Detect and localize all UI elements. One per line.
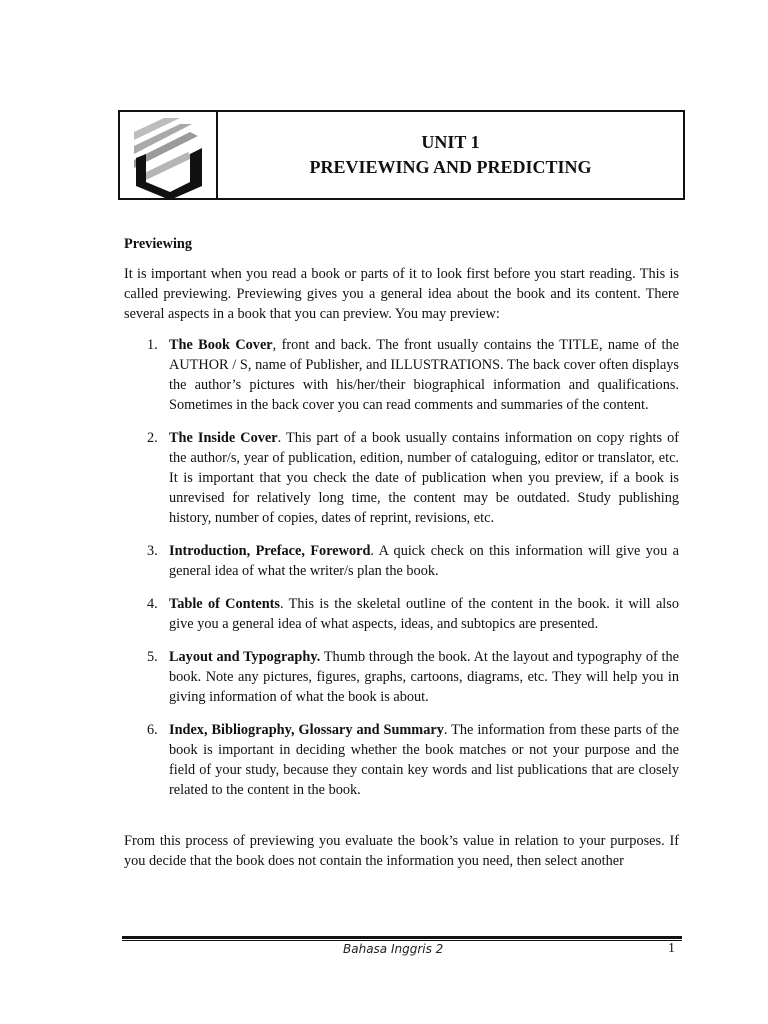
logo-cell: [120, 112, 218, 198]
list-item-text: . This is the skeletal outline of the content in the book. it will also give you a general idea of what aspects, ideas, and subtopics are presented.: [169, 596, 679, 632]
list-item-term: The Book Cover: [169, 337, 273, 353]
list-item-number: 2.: [147, 430, 158, 446]
list-item-term: The Inside Cover: [169, 430, 278, 446]
footer-course-name: Bahasa Inggris 2: [343, 942, 444, 956]
list-item-text: . A quick check on this information will give you a general idea of what the writer/s plan the book.: [169, 543, 679, 579]
list-item-number: 3.: [147, 543, 158, 559]
list-item-text: . This part of a book usually contains information on copy rights of the author/s, year of publication, edition, number of cataloguing, editor or translator, etc. It is important that you check the date of publication when you preview, if a book is unrevised for relatively long time, the content may be outdated. Study publishing history, number of copies, dates of reprint, revisions, etc.: [169, 430, 679, 526]
section-heading: Previewing: [124, 236, 193, 252]
list-item-text: , front and back. The front usually contains the TITLE, name of the AUTHOR / S, name of Publisher, and ILLUSTRATIONS. The back cover often displays the author’s pictures with his/her/their biographical information and qualifications. Sometimes in the back cover you can read comments and summaries of the content.: [169, 337, 679, 413]
list-item-term: Introduction, Preface, Foreword: [169, 543, 371, 559]
unit-header-box: [118, 110, 685, 200]
list-item: [124, 335, 679, 415]
intro-paragraph: It is important when you read a book or parts of it to look first before you start reading. This is called previewing. Previewing gives you a general idea about the book and its content. There several aspects in a book that you can preview. You may preview:: [124, 266, 679, 322]
closing-paragraph: From this process of previewing you evaluate the book’s value in relation to your purposes. If you decide that the book does not contain the information you need, then select another: [124, 833, 679, 869]
list-item-term: Index, Bibliography, Glossary and Summary: [169, 722, 444, 738]
page-number: 1: [668, 941, 675, 956]
unit-number: UNIT 1: [421, 132, 480, 152]
list-item-number: 4.: [147, 596, 158, 612]
university-logo-icon: [124, 116, 212, 198]
list-item: [124, 541, 679, 581]
list-item: [124, 594, 679, 634]
list-item: [124, 720, 679, 800]
list-item-number: 1.: [147, 337, 158, 353]
unit-title: PREVIEWING AND PREDICTING: [309, 157, 592, 177]
unit-title-block: [218, 112, 683, 198]
list-item-term: Layout and Typography.: [169, 649, 321, 665]
footer-divider: [122, 936, 682, 941]
page-content: [124, 234, 679, 885]
list-item: [124, 428, 679, 528]
list-item-term: Table of Contents: [169, 596, 280, 612]
list-item-text: . The information from these parts of the book is important in deciding whether the book matches or not your purpose and the field of your study, because they contain key words and list publications that are closely related to the content in the book.: [169, 722, 679, 798]
list-item-text: Thumb through the book. At the layout and typography of the book. Note any pictures, figures, graphs, cartoons, diagrams, etc. They will help you in giving information of what the book is about.: [169, 649, 679, 705]
list-item-number: 6.: [147, 722, 158, 738]
list-item-number: 5.: [147, 649, 158, 665]
list-item: [124, 647, 679, 707]
preview-aspects-list: [124, 335, 679, 800]
